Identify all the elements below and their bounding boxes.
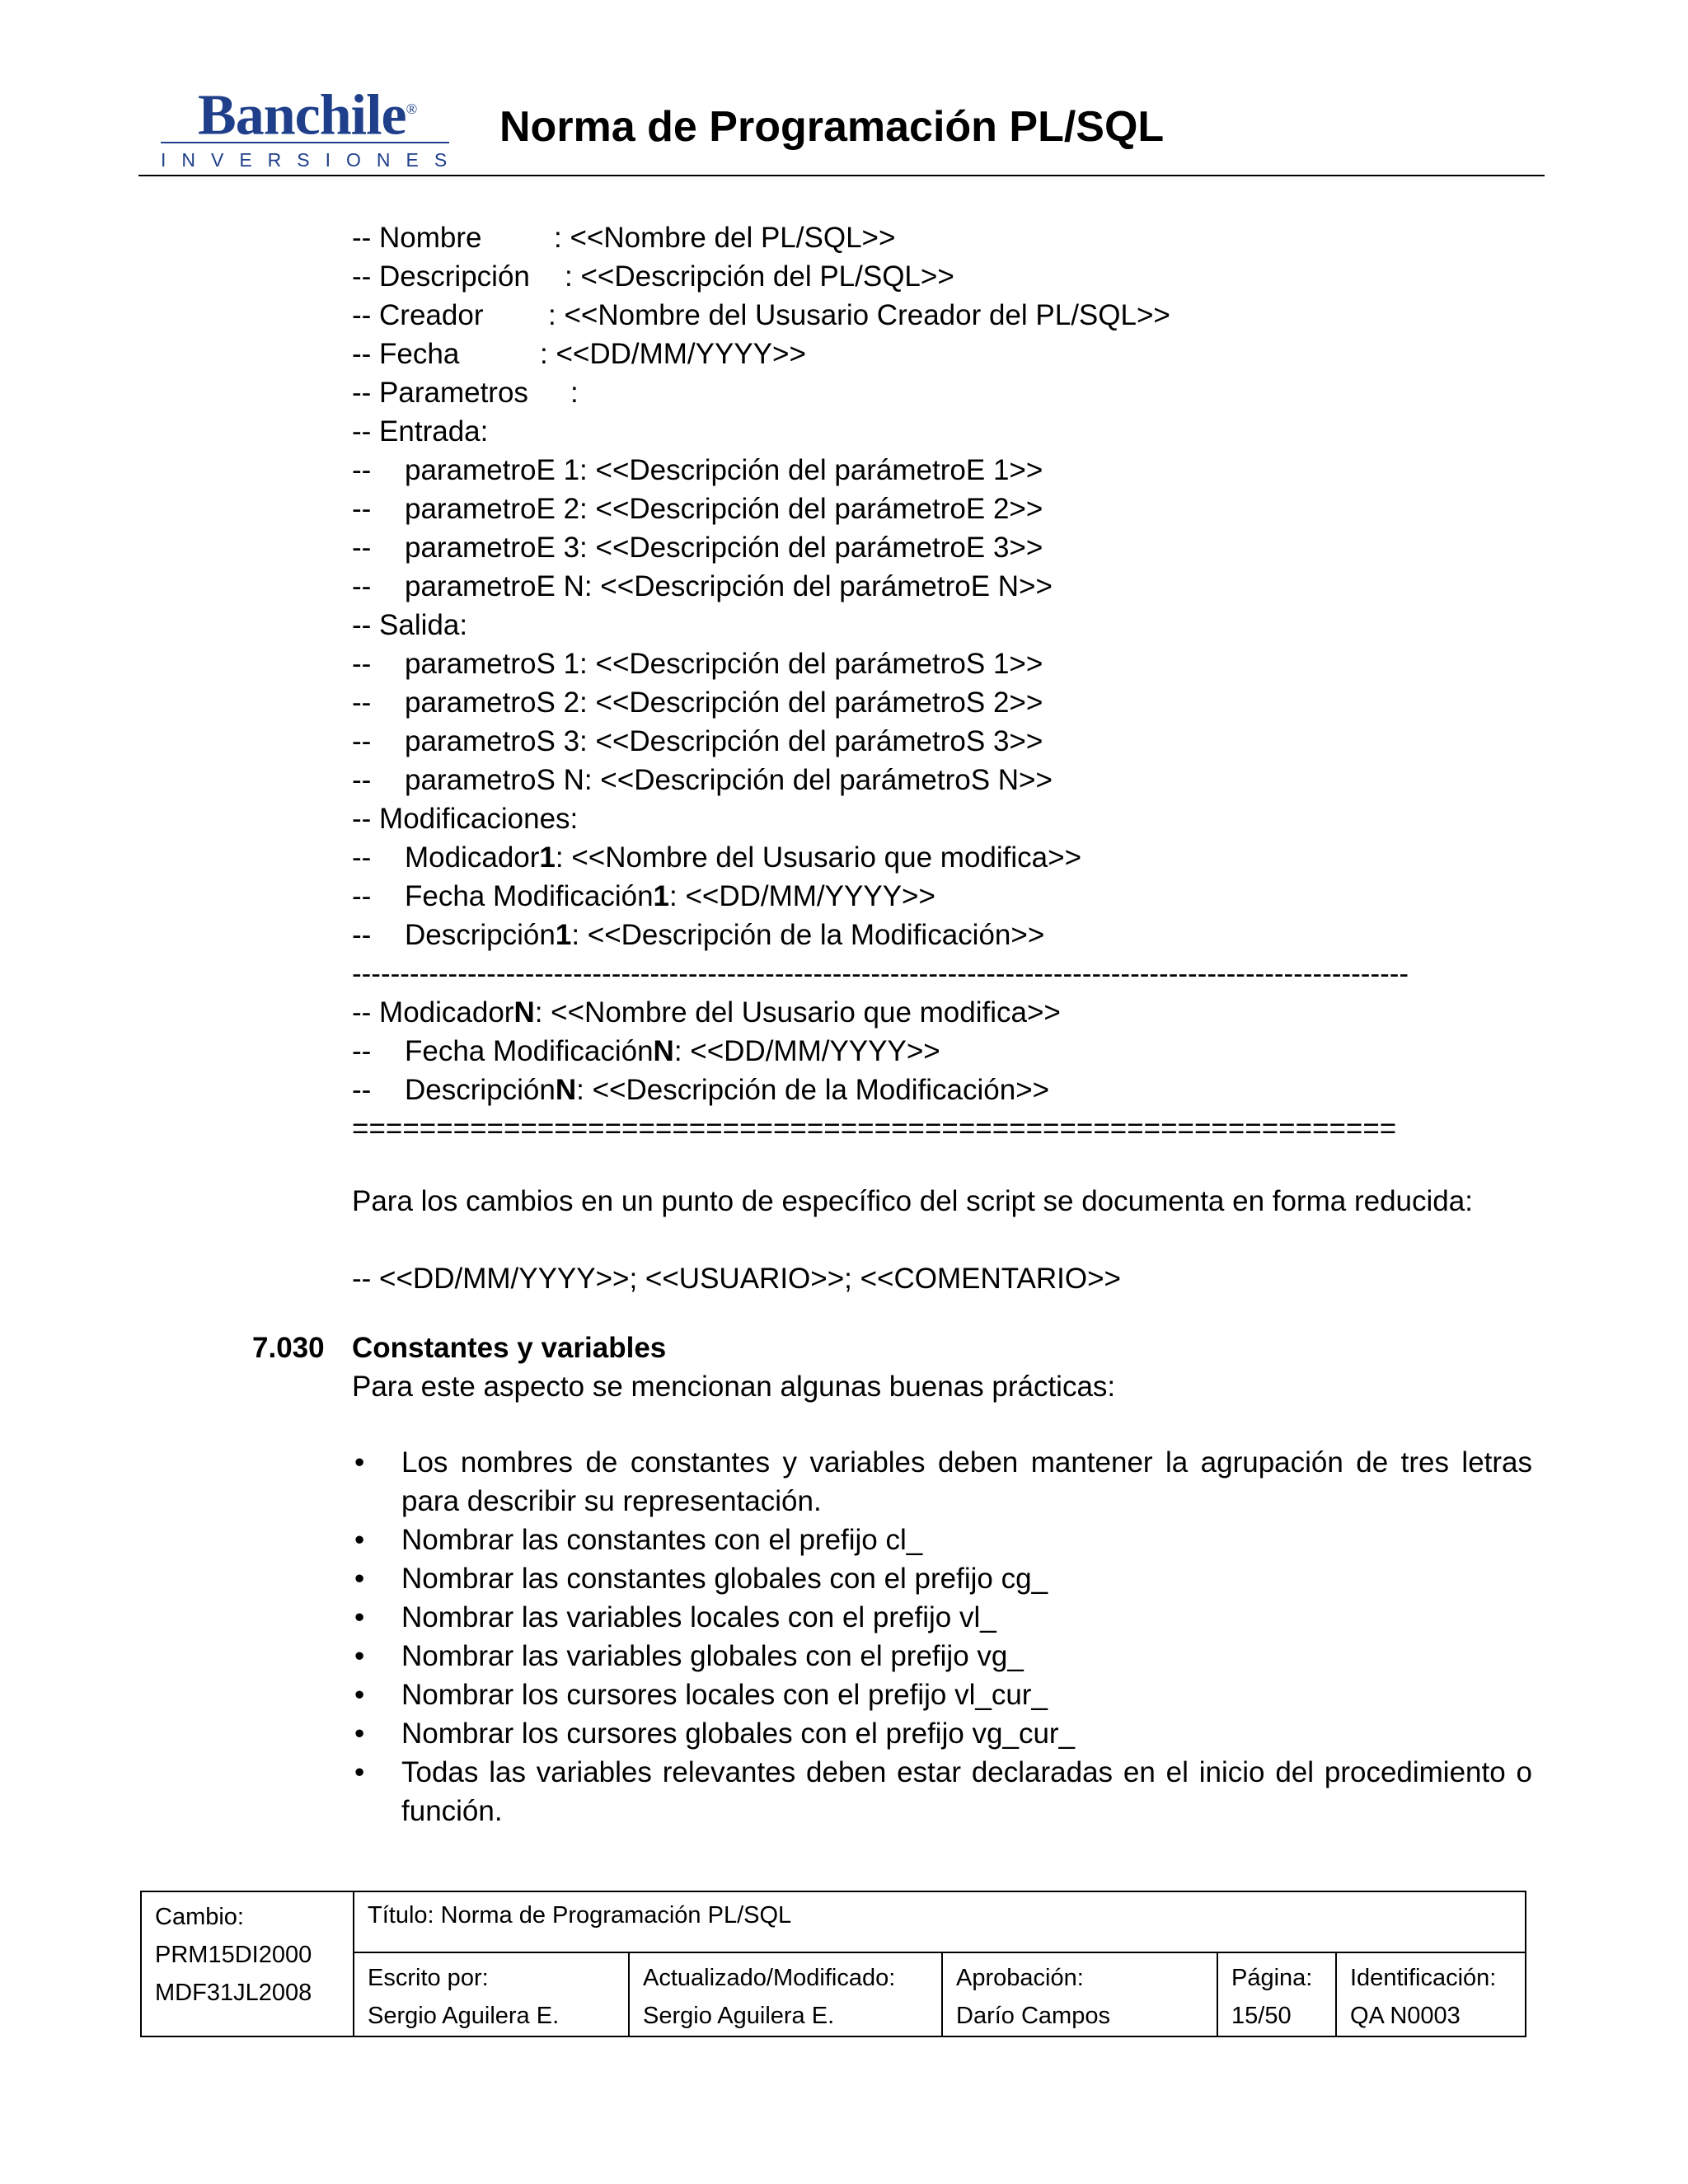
mod-number: N — [513, 996, 535, 1029]
comment-dash: -- — [352, 532, 372, 564]
param-text: parametroS 2: <<Descripción del parámetroS 2>> — [405, 687, 1043, 719]
list-item-text: Nombrar los cursores locales con el prefijo vl_cur_ — [401, 1679, 1048, 1711]
footer-escrito-cell — [354, 1952, 629, 2036]
mod-number: N — [653, 1035, 674, 1067]
mod-value: : <<Nombre del Ususario que modifica>> — [555, 841, 1082, 874]
template-value: : <<Nombre del PL/SQL>> — [554, 222, 896, 254]
comment-dash: -- — [352, 1035, 372, 1067]
actualizado-value: Sergio Aguilera E. — [643, 2003, 835, 2029]
comment-dash: -- — [352, 493, 372, 525]
list-item — [352, 1753, 1532, 1830]
list-item-text: Nombrar las variables locales con el prefijo vl_ — [401, 1601, 996, 1633]
template-line-parametros — [352, 373, 579, 412]
logo-name: Banchile — [198, 83, 406, 148]
section-title: Constantes y variables — [352, 1332, 667, 1364]
template-value: : <<DD/MM/YYYY>> — [540, 338, 806, 370]
template-line-entrada-item — [352, 451, 1043, 490]
bullet-icon: • — [354, 1679, 365, 1711]
template-value: : — [570, 377, 579, 409]
template-line-salida-item — [352, 761, 1053, 799]
list-item — [352, 1559, 1532, 1598]
document-title: Norma de Programación PL/SQL — [499, 103, 1165, 151]
section-number: 7.030 — [252, 1332, 325, 1364]
param-text: parametroS 1: <<Descripción del parámetroS 1>> — [405, 648, 1043, 680]
footer-pagina-cell — [1217, 1952, 1336, 2036]
comment-dash: -- — [352, 1074, 372, 1106]
template-label: -- Creador — [352, 299, 484, 331]
comment-dash: -- — [352, 648, 372, 680]
bullet-icon: • — [354, 1601, 365, 1633]
identificacion-label: Identificación: — [1350, 1965, 1497, 1991]
list-item-text: Nombrar los cursores globales con el prefijo vg_cur_ — [401, 1718, 1076, 1750]
comment-dash: -- — [352, 687, 372, 719]
comment-dash: -- — [352, 454, 372, 486]
mod-label: -- Modicador — [352, 996, 514, 1029]
section-intro: Para este aspecto se mencionan algunas buenas prácticas: — [352, 1371, 1116, 1403]
template-line-entrada-item — [352, 567, 1053, 606]
mod-label: Descripción — [405, 1074, 556, 1106]
template-label: -- Nombre — [352, 222, 482, 254]
mod-number: 1 — [555, 919, 572, 951]
bullet-icon: • — [354, 1524, 365, 1556]
template-line-entrada-item — [352, 528, 1043, 567]
param-text: parametroE 1: <<Descripción del parámetroE 1>> — [405, 454, 1043, 486]
bullet-icon: • — [354, 1640, 365, 1672]
mod-value: : <<Descripción de la Modificación>> — [576, 1074, 1050, 1106]
template-line-descripcion — [352, 257, 954, 296]
param-text: parametroE 3: <<Descripción del parámetroE 3>> — [405, 532, 1043, 564]
comment-dash: -- — [352, 880, 372, 912]
list-item — [352, 1598, 1532, 1637]
bullet-icon: • — [354, 1446, 365, 1479]
cambio-label: Cambio: — [155, 1904, 244, 1930]
mod-value: : <<Descripción de la Modificación>> — [571, 919, 1045, 951]
template-line-salida-item — [352, 683, 1043, 722]
actualizado-label: Actualizado/Modificado: — [643, 1965, 896, 1991]
mod-number: 1 — [653, 880, 670, 912]
comment-dash: -- — [352, 919, 372, 951]
template-line-modificaciones: -- Modificaciones: — [352, 803, 579, 835]
mod-label: Descripción — [405, 919, 556, 951]
list-item — [352, 1675, 1532, 1714]
comment-dash: -- — [352, 725, 372, 757]
mod-label: Fecha Modificación — [405, 1035, 654, 1067]
logo-divider — [161, 142, 449, 143]
mod-value: : <<Nombre del Ususario que modifica>> — [534, 996, 1061, 1029]
comment-dash: -- — [352, 841, 372, 874]
bullet-icon: • — [354, 1756, 365, 1788]
list-item-text: Nombrar las variables globales con el prefijo vg_ — [401, 1640, 1024, 1672]
template-label: -- Parametros — [352, 377, 528, 409]
template-line-mod1-descripcion — [352, 916, 1044, 954]
dash-separator: -------------------------------------------------------------------------------------------------------------- — [352, 958, 1409, 990]
template-line-entrada: -- Entrada: — [352, 415, 489, 448]
template-label: -- Fecha — [352, 338, 460, 370]
list-item — [352, 1521, 1532, 1559]
footer-actualizado-cell — [629, 1952, 942, 2036]
mod-value: : <<DD/MM/YYYY>> — [673, 1035, 940, 1067]
logo-registered-mark: ® — [406, 101, 417, 117]
identificacion-value: QA N0003 — [1350, 2003, 1461, 2029]
list-item-text: Todas las variables relevantes deben estar declaradas en el inicio del procedimiento o función. — [401, 1756, 1532, 1827]
bullet-icon: • — [354, 1718, 365, 1750]
template-line-mod1-modicador — [352, 838, 1081, 877]
template-line-modN-modicador — [352, 993, 1061, 1032]
cambio-code: MDF31JL2008 — [155, 1980, 312, 2006]
best-practices-list — [352, 1443, 1532, 1830]
mod-number: N — [555, 1074, 577, 1106]
footer-aprobacion-cell — [942, 1952, 1217, 2036]
pagina-value: 15/50 — [1231, 2003, 1292, 2029]
template-line-fecha — [352, 335, 806, 373]
bullet-icon: • — [354, 1563, 365, 1595]
paragraph-cambios: Para los cambios en un punto de específico del script se documenta en forma reducida: — [352, 1185, 1473, 1217]
template-line-modN-descripcion — [352, 1071, 1049, 1109]
template-line-salida-item — [352, 644, 1043, 683]
template-value: : <<Nombre del Ususario Creador del PL/SQL>> — [548, 299, 1170, 331]
footer-title-cell: Título: Norma de Programación PL/SQL — [354, 1891, 1526, 1952]
aprobacion-label: Aprobación: — [956, 1965, 1084, 1991]
escrito-label: Escrito por: — [368, 1965, 489, 1991]
footer-cambio-cell — [141, 1891, 354, 2036]
param-text: parametroE N: <<Descripción del parámetroE N>> — [405, 570, 1053, 602]
template-line-creador — [352, 296, 1170, 335]
template-line-nombre — [352, 218, 895, 257]
reduced-format-line: -- <<DD/MM/YYYY>>; <<USUARIO>>; <<COMENTARIO>> — [352, 1263, 1121, 1295]
list-item — [352, 1443, 1532, 1521]
list-item-text: Nombrar las constantes globales con el prefijo cg_ — [401, 1563, 1048, 1595]
list-item-text: Los nombres de constantes y variables deben mantener la agrupación de tres letras para describir su representación. — [401, 1446, 1532, 1517]
template-value: : <<Descripción del PL/SQL>> — [565, 260, 954, 293]
comment-dash: -- — [352, 764, 372, 796]
template-line-entrada-item — [352, 490, 1043, 528]
aprobacion-value: Darío Campos — [956, 2003, 1110, 2029]
pagina-label: Página: — [1231, 1965, 1313, 1991]
cambio-code: PRM15DI2000 — [155, 1942, 312, 1968]
footer-table — [140, 1891, 1526, 2037]
comment-dash: -- — [352, 570, 372, 602]
template-line-modN-fecha — [352, 1032, 940, 1071]
template-line-salida-item — [352, 722, 1043, 761]
list-item — [352, 1637, 1532, 1675]
footer-identificacion-cell — [1336, 1952, 1526, 2036]
list-item-text: Nombrar las constantes con el prefijo cl_ — [401, 1524, 923, 1556]
mod-label: Modicador — [405, 841, 540, 874]
param-text: parametroS 3: <<Descripción del parámetroS 3>> — [405, 725, 1043, 757]
equals-separator: ============================================================== — [352, 1113, 1397, 1145]
logo — [198, 76, 445, 148]
template-line-mod1-fecha — [352, 877, 935, 916]
template-label: -- Descripción — [352, 260, 530, 293]
mod-label: Fecha Modificación — [405, 880, 654, 912]
escrito-value: Sergio Aguilera E. — [368, 2003, 560, 2029]
mod-number: 1 — [539, 841, 556, 874]
param-text: parametroS N: <<Descripción del parámetroS N>> — [405, 764, 1053, 796]
list-item — [352, 1714, 1532, 1753]
logo-subtitle: INVERSIONES — [161, 149, 463, 171]
mod-value: : <<DD/MM/YYYY>> — [669, 880, 935, 912]
header-divider — [138, 175, 1545, 176]
param-text: parametroE 2: <<Descripción del parámetroE 2>> — [405, 493, 1043, 525]
template-line-salida: -- Salida: — [352, 609, 468, 641]
